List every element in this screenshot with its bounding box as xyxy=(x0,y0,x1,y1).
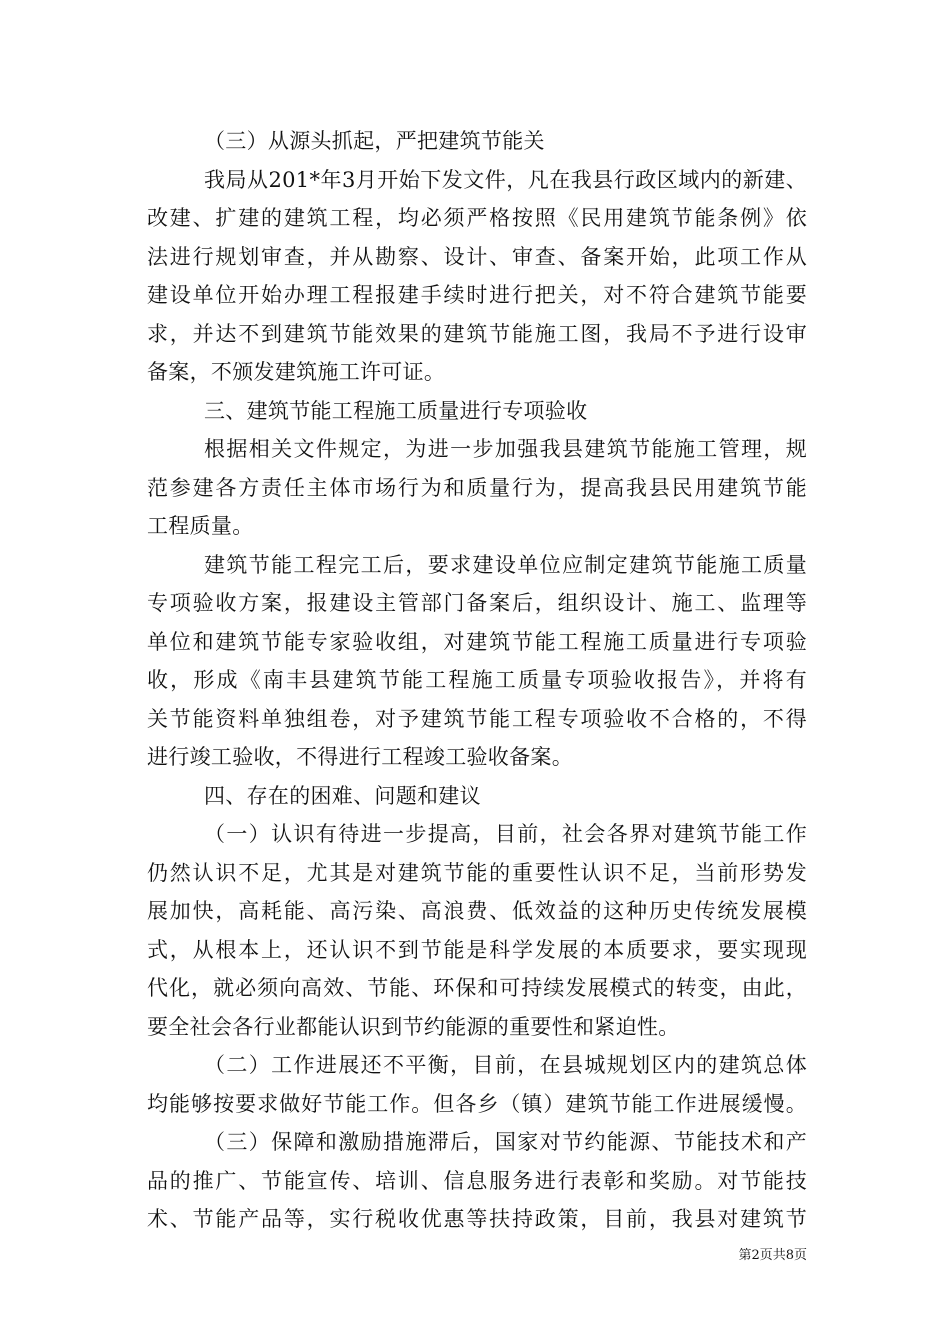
paragraph-line: （三）保障和激励措施滞后，国家对节约能源、节能技术和产 xyxy=(204,1130,807,1154)
paragraph-line: 建设单位开始办理工程报建手续时进行把关，对不符合建筑节能要 xyxy=(147,283,807,307)
paragraph-line: 法进行规划审查，并从勘察、设计、审查、备案开始，此项工作从 xyxy=(147,244,807,269)
paragraph-line: 建筑节能工程完工后，要求建设单位应制定建筑节能施工质量 xyxy=(204,552,807,577)
paragraph-line: 进行竣工验收，不得进行工程竣工验收备案。 xyxy=(147,745,573,769)
paragraph-line: 要全社会各行业都能认识到节约能源的重要性和紧迫性。 xyxy=(147,1014,680,1039)
document-body xyxy=(147,122,807,1239)
paragraph-line: 备案，不颁发建筑施工许可证。 xyxy=(147,360,446,384)
paragraph-line: 展加快，高耗能、高污染、高浪费、低效益的这种历史传统发展模 xyxy=(147,899,807,923)
paragraph-line: 求，并达不到建筑节能效果的建筑节能施工图，我局不予进行设审 xyxy=(147,321,807,346)
paragraph-line: 我局从201*年3月开始下发文件，凡在我县行政区域内的新建、 xyxy=(204,167,807,192)
page-number: 第2页共8页 xyxy=(738,1248,807,1263)
paragraph-line: 代化，就必须向高效、节能、环保和可持续发展模式的转变，由此， xyxy=(147,976,807,1000)
section-heading: （三）从源头抓起，严把建筑节能关 xyxy=(204,129,545,153)
paragraph-line: 仍然认识不足，尤其是对建筑节能的重要性认识不足，当前形势发 xyxy=(147,860,807,885)
paragraph-line: 范参建各方责任主体市场行为和质量行为，提高我县民用建筑节能 xyxy=(147,475,807,500)
section-heading: 四、存在的困难、问题和建议 xyxy=(204,783,481,808)
paragraph-line: 式，从根本上，还认识不到节能是科学发展的本质要求，要实现现 xyxy=(147,937,807,962)
paragraph-line: （二）工作进展还不平衡，目前，在县城规划区内的建筑总体 xyxy=(204,1053,807,1077)
paragraph-line: 关节能资料单独组卷，对予建筑节能工程专项验收不合格的，不得 xyxy=(147,706,807,731)
section-heading: 三、建筑节能工程施工质量进行专项验收 xyxy=(204,398,588,423)
paragraph-line: 术、节能产品等，实行税收优惠等扶持政策，目前，我县对建筑节 xyxy=(147,1207,807,1231)
paragraph-line: 改建、扩建的建筑工程，均必须严格按照《民用建筑节能条例》依 xyxy=(147,206,807,230)
paragraph-line: 均能够按要求做好节能工作。但各乡（镇）建筑节能工作进展缓慢。 xyxy=(147,1091,807,1116)
paragraph-line: 收，形成《南丰县建筑节能工程施工质量专项验收报告》，并将有 xyxy=(147,668,807,692)
paragraph-line: 工程质量。 xyxy=(147,514,254,538)
paragraph-line: 根据相关文件规定，为进一步加强我县建筑节能施工管理，规 xyxy=(204,437,807,461)
paragraph-line: 专项验收方案，报建设主管部门备案后，组织设计、施工、监理等 xyxy=(147,591,807,615)
paragraph-line: 单位和建筑节能专家验收组，对建筑节能工程施工质量进行专项验 xyxy=(147,629,807,654)
paragraph-line: （一）认识有待进一步提高，目前，社会各界对建筑节能工作 xyxy=(204,822,807,846)
paragraph-line: 品的推广、节能宣传、培训、信息服务进行表彰和奖励。对节能技 xyxy=(147,1168,807,1193)
